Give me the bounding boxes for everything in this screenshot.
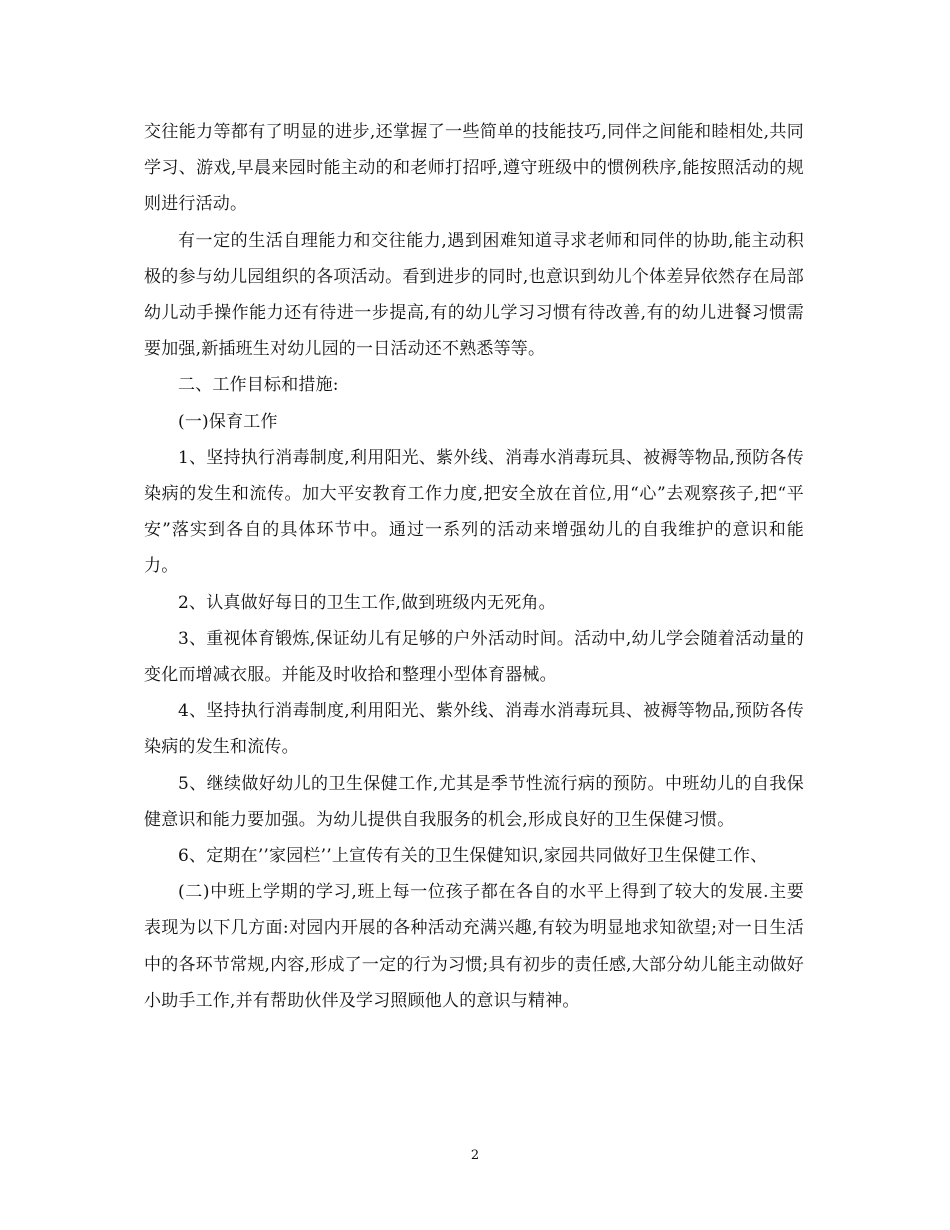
paragraph-1: 交往能力等都有了明显的进步,还掌握了一些简单的技能技巧,同伴之间能和睦相处,共同学习、游戏,早晨来园时能主动的和老师打招呼,遵守班级中的惯例秩序,能按照活动的规则进行活动。: [144, 122, 804, 215]
list-item-2: 2、认真做好每日的卫生工作,做到班级内无死角。: [178, 592, 556, 613]
list-item-3: 3、重视体育锻炼,保证幼儿有足够的户外活动时间。活动中,幼儿学会随着活动量的变化而增减衣服。并能及时收拾和整理小型体育器械。: [144, 628, 804, 686]
paragraph-2: 有一定的生活自理能力和交往能力,遇到困难知道寻求老师和同伴的协助,能主动积极的参与幼儿园组织的各项活动。看到进步的同时,也意识到幼儿个体差异依然存在局部幼儿动手操作能力还有待进一步提高,有的幼儿学习习惯有待改善,有的幼儿进餐习惯需要加强,新插班生对幼儿园的一日活动还不熟悉等等。: [144, 230, 804, 360]
list-item-5: 5、继续做好幼儿的卫生保健工作,尤其是季节性流行病的预防。中班幼儿的自我保健意识和能力要加强。为幼儿提供自我服务的机会,形成良好的卫生保健习惯。: [144, 773, 804, 830]
page-number: 2: [470, 1148, 480, 1163]
list-item-1: 1、坚持执行消毒制度,利用阳光、紫外线、消毒水消毒玩具、被褥等物品,预防各传染病的发生和流传。加大平安教育工作力度,把安全放在首位,用“心”去观察孩子,把“平安”落实到各自的具体环节中。通过一系列的活动来增强幼儿的自我维护的意识和能力。: [144, 447, 804, 577]
list-item-6: 6、定期在’’家园栏’’上宣传有关的卫生保健知识,家园共同做好卫生保健工作、: [178, 846, 768, 867]
list-item-4: 4、坚持执行消毒制度,利用阳光、紫外线、消毒水消毒玩具、被褥等物品,预防各传染病的发生和流传。: [144, 701, 804, 758]
subsection-heading-care: (一)保育工作: [178, 411, 278, 432]
subsection-paragraph-learning: (二)中班上学期的学习,班上每一位孩子都在各自的水平上得到了较大的发展.主要表现为以下几方面:对园内开展的各种活动充满兴趣,有较为明显地求知欲望;对一日生活中的各环节常规,内容,形成了一定的行为习惯;具有初步的责任感,大部分幼儿能主动做好小助手工作,并有帮助伙伴及学习照顾他人的意识与精神。: [144, 882, 804, 1011]
section-heading-goals: 二、工作目标和措施:: [178, 375, 339, 396]
document-body: [144, 114, 804, 1019]
